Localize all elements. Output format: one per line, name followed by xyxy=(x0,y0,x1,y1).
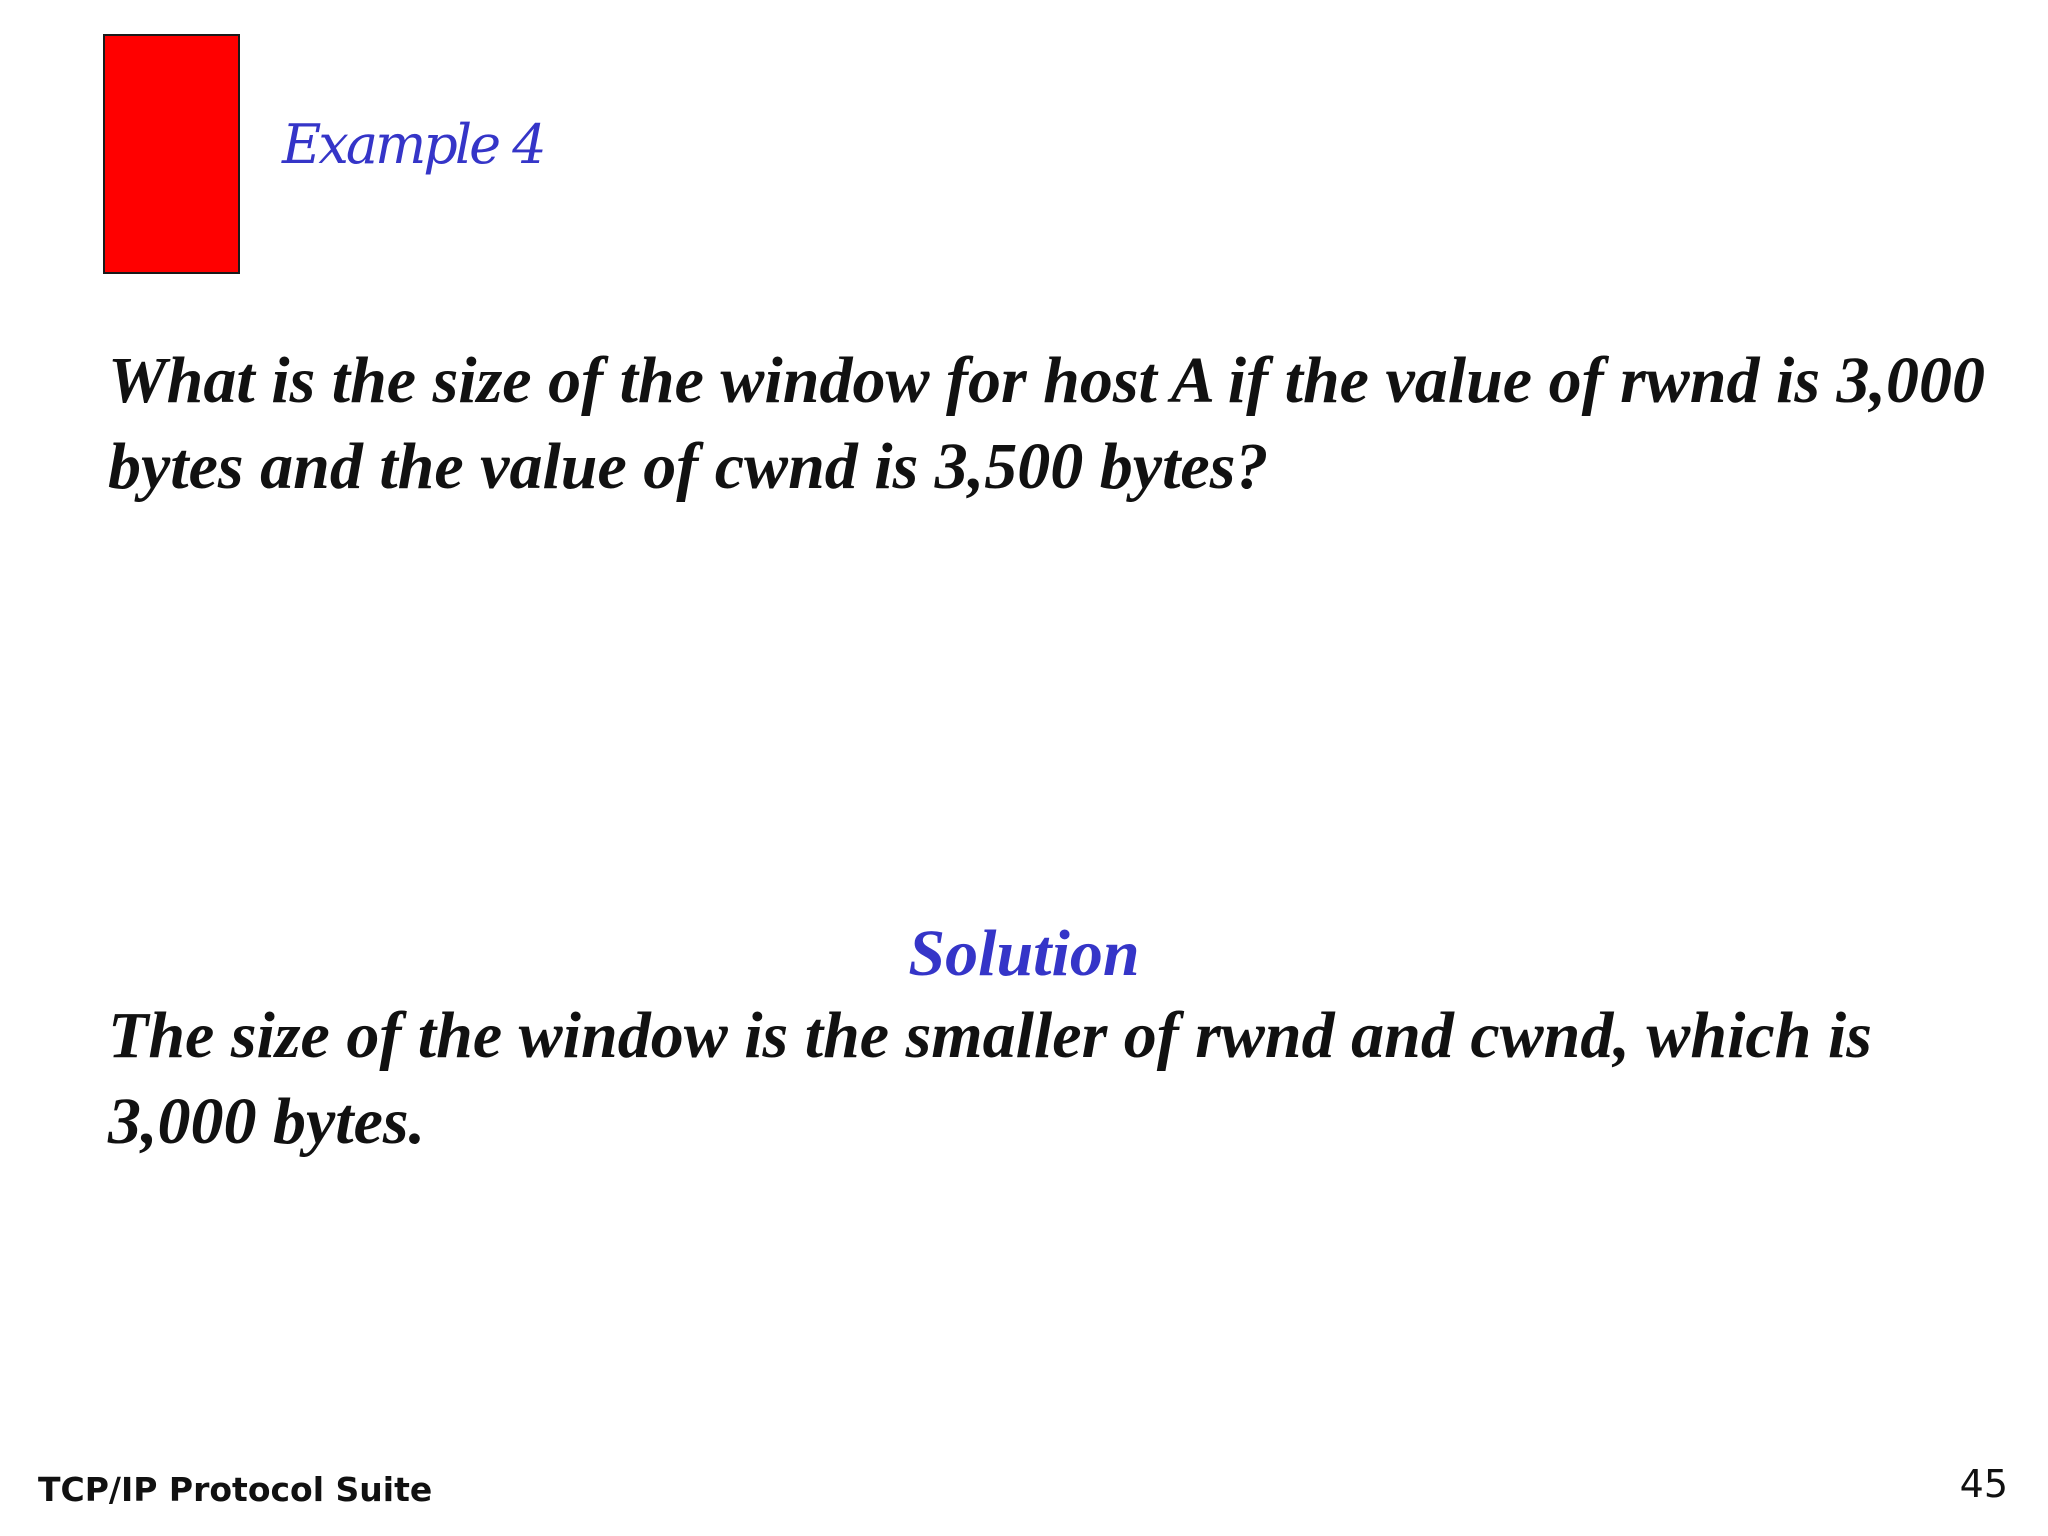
footer-course-title: TCP/IP Protocol Suite xyxy=(38,1470,433,1509)
question-text: What is the size of the window for host A if the value of rwnd is 3,000 bytes and the value of cwnd is 3,500 bytes? xyxy=(108,344,1986,503)
example-title: Example 4 xyxy=(282,113,544,176)
solution-text: The size of the window is the smaller of rwnd and cwnd, which is 3,000 bytes. xyxy=(108,999,1872,1158)
page-number: 45 xyxy=(1959,1462,2008,1506)
solution-heading: Solution xyxy=(908,917,1140,990)
red-accent-block xyxy=(103,34,240,274)
